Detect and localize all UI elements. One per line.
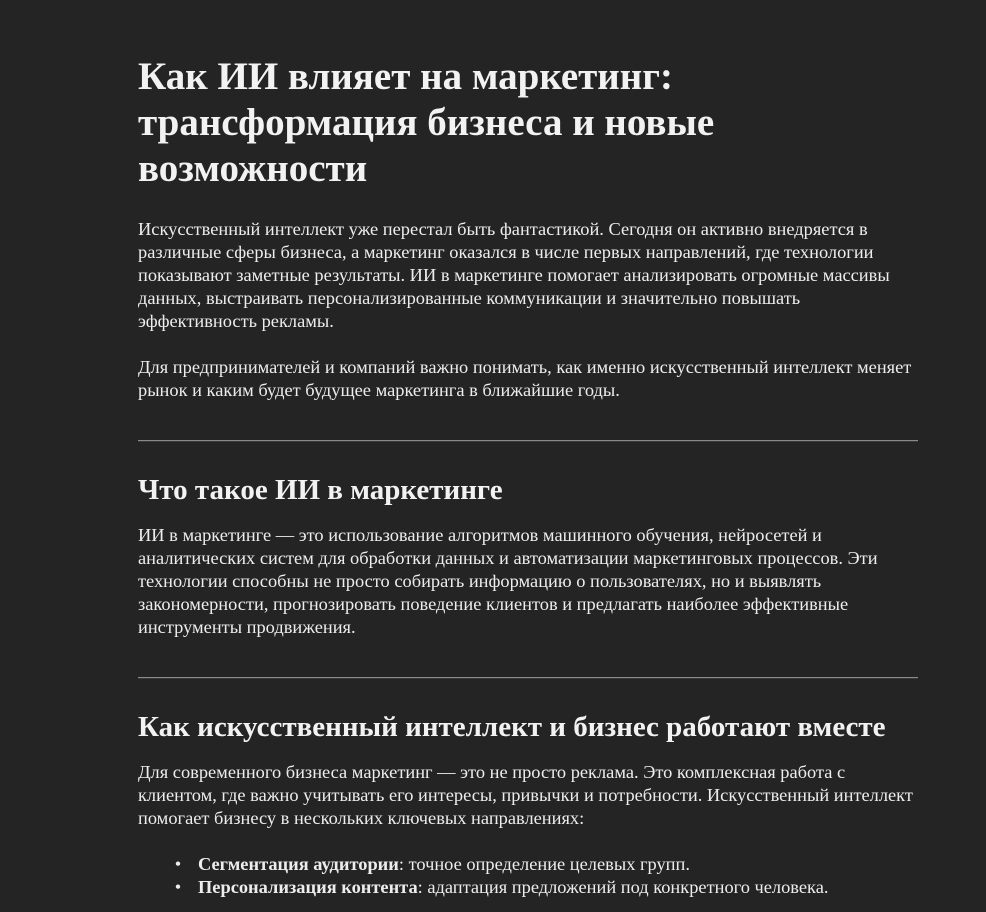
section-1-heading: Что такое ИИ в маркетинге bbox=[138, 474, 503, 506]
list-item bbox=[174, 876, 918, 899]
section-1-paragraph: ИИ в маркетинге — это использование алгоритмов машинного обучения, нейросетей и аналитических систем для обработки данных и автоматизации маркетинговых процессов. Эти технологии способны не просто собирать информацию о пользователях, но и выявлять закономерности, прогнозировать поведение клиентов и предлагать наиболее эффективные инструменты продвижения. bbox=[138, 525, 878, 637]
section-divider-2 bbox=[138, 677, 918, 679]
list-item-desc: : точное определение целевых групп. bbox=[398, 854, 690, 874]
intro-paragraph-1: Искусственный интеллект уже перестал быть фантастикой. Сегодня он активно внедряется в различные сферы бизнеса, а маркетинг оказался в числе первых направлений, где технологии показывают заметные результаты. ИИ в маркетинге помогает анализировать огромные массивы данных, выстраивать персонализированные коммуникации и значительно повышать эффективность рекламы. bbox=[138, 219, 890, 331]
article bbox=[138, 54, 918, 899]
bullet-icon: • bbox=[174, 854, 182, 874]
intro-paragraph-2: Для предпринимателей и компаний важно понимать, как именно искусственный интеллект меняет рынок и каким будет будущее маркетинга в ближайшие годы. bbox=[138, 357, 912, 400]
benefits-list bbox=[138, 853, 918, 899]
list-item-desc: : адаптация предложений под конкретного человека. bbox=[417, 877, 829, 897]
section-2-heading: Как искусственный интеллект и бизнес работают вместе bbox=[138, 711, 886, 743]
section-divider-1 bbox=[138, 440, 918, 442]
section-2-paragraph: Для современного бизнеса маркетинг — это не просто реклама. Это комплексная работа с клиентом, где важно учитывать его интересы, привычки и потребности. Искусственный интеллект помогает бизнесу в нескольких ключевых направлениях: bbox=[138, 762, 913, 828]
list-item-term: Сегментация аудитории bbox=[198, 854, 399, 874]
list-item-term: Персонализация контента bbox=[198, 877, 418, 897]
article-title: Как ИИ влияет на маркетинг: трансформация бизнеса и новые возможности bbox=[138, 55, 715, 190]
bullet-icon: • bbox=[174, 877, 182, 897]
list-item bbox=[174, 853, 918, 876]
